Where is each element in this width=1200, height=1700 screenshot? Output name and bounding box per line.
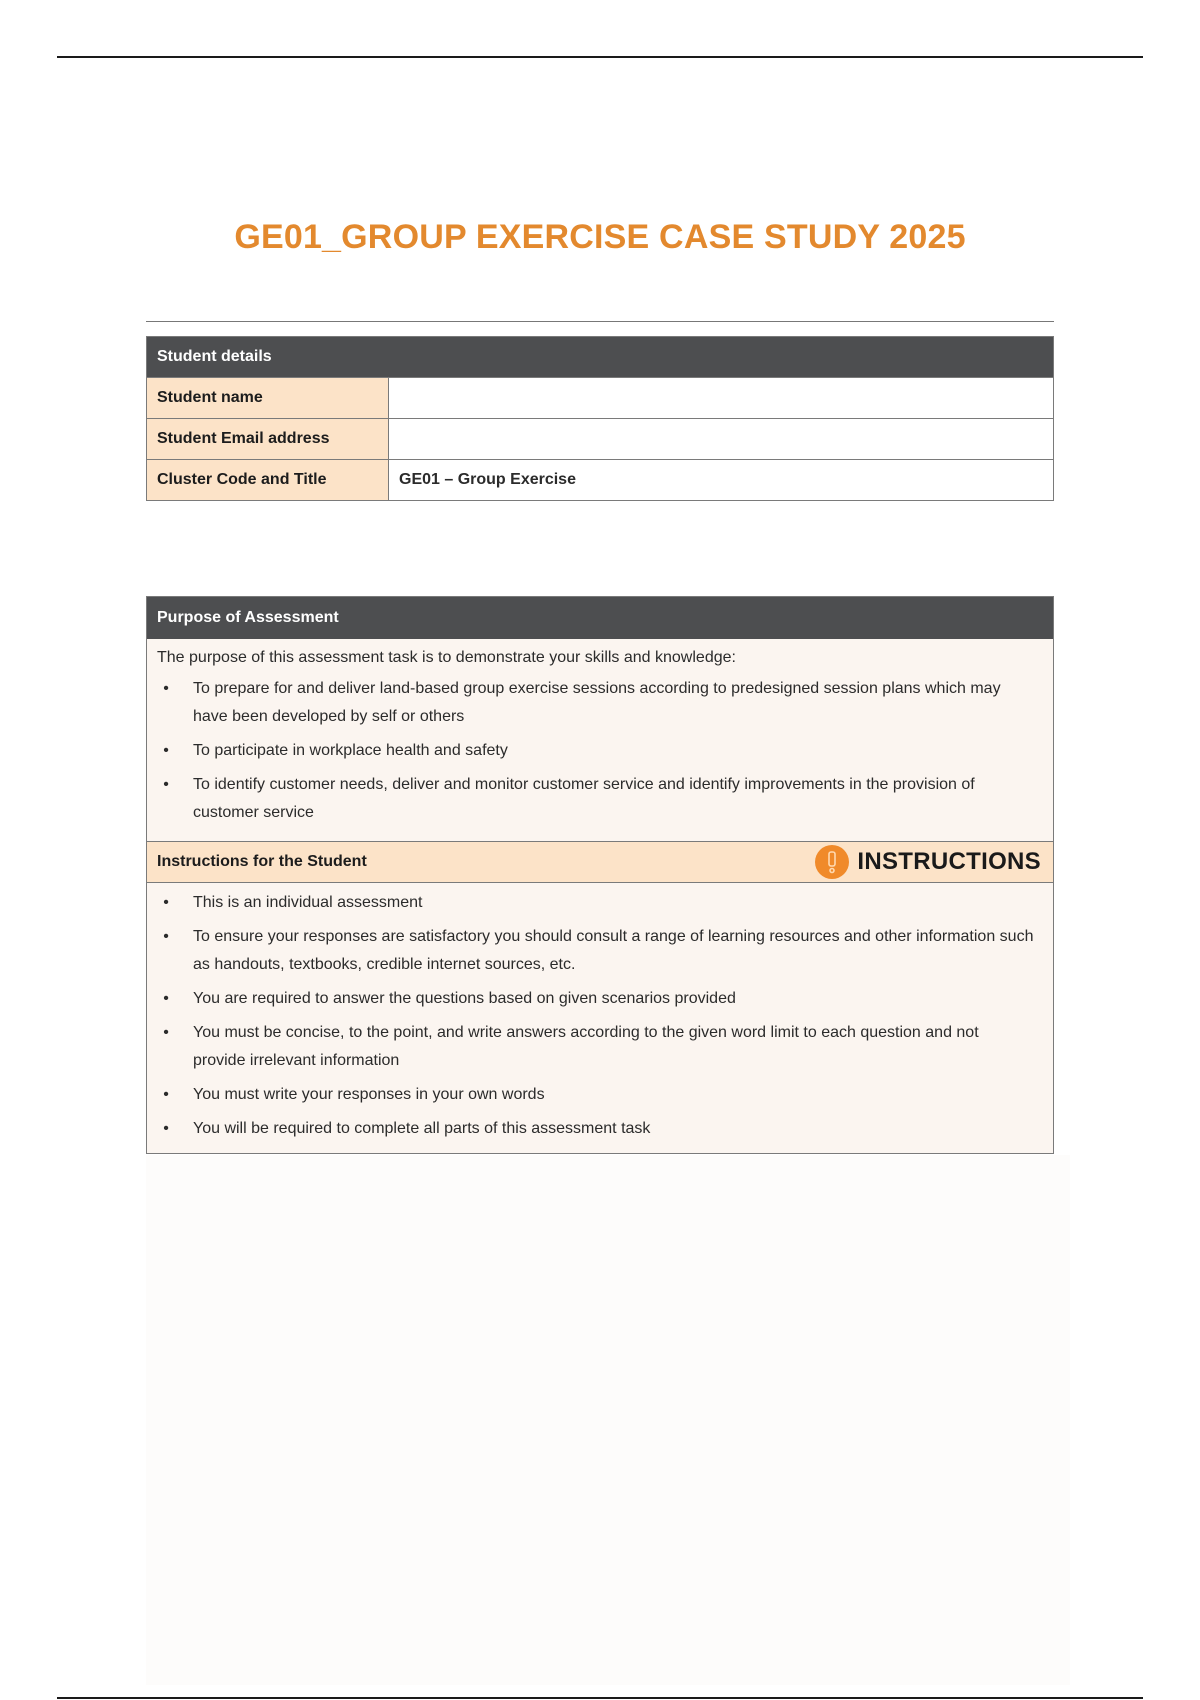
instructions-badge <box>815 846 1041 878</box>
exclamation-icon <box>815 845 849 879</box>
faint-background-area <box>146 1155 1070 1685</box>
title-divider <box>146 321 1054 322</box>
top-rule <box>57 56 1143 58</box>
purpose-list <box>157 675 1043 827</box>
list-item: • To prepare for and deliver land-based group exercise sessions according to predesigned session plans which may have been developed by self or others <box>163 680 1001 725</box>
table-row <box>147 378 1054 419</box>
student-details-table <box>146 336 1054 501</box>
purpose-header: Purpose of Assessment <box>147 597 1053 639</box>
list-item: • You will be required to complete all parts of this assessment task <box>163 1120 651 1137</box>
instructions-body <box>147 883 1053 1153</box>
purpose-body <box>147 639 1053 841</box>
cluster-code-value: GE01 – Group Exercise <box>389 460 1054 501</box>
student-name-field[interactable] <box>389 378 1054 419</box>
student-email-field[interactable] <box>389 419 1054 460</box>
instructions-header <box>147 841 1053 883</box>
instructions-badge-text: INSTRUCTIONS <box>857 848 1041 875</box>
list-item: • You are required to answer the questions based on given scenarios provided <box>163 990 736 1007</box>
cluster-code-label: Cluster Code and Title <box>147 460 389 501</box>
bottom-rule <box>57 1697 1143 1699</box>
list-item: • You must write your responses in your own words <box>163 1086 545 1103</box>
document-title: GE01_GROUP EXERCISE CASE STUDY 2025 <box>234 218 966 256</box>
student-name-label: Student name <box>147 378 389 419</box>
purpose-intro: The purpose of this assessment task is to demonstrate your skills and knowledge: <box>157 649 736 666</box>
list-item: • To ensure your responses are satisfactory you should consult a range of learning resources and other information such as handouts, textbooks, credible internet sources, etc. <box>163 928 1034 973</box>
list-item: • To identify customer needs, deliver and monitor customer service and identify improvements in the provision of customer service <box>163 776 975 821</box>
list-item: • To participate in workplace health and safety <box>163 742 508 759</box>
instructions-header-label: Instructions for the Student <box>157 853 367 870</box>
instructions-list <box>157 889 1043 1143</box>
list-item: • You must be concise, to the point, and write answers according to the given word limit to each question and not provide irrelevant information <box>163 1024 979 1069</box>
purpose-of-assessment-table <box>146 596 1054 1154</box>
student-email-label: Student Email address <box>147 419 389 460</box>
student-details-header: Student details <box>147 337 1054 378</box>
list-item: • This is an individual assessment <box>163 894 423 911</box>
table-row <box>147 460 1054 501</box>
table-row <box>147 419 1054 460</box>
